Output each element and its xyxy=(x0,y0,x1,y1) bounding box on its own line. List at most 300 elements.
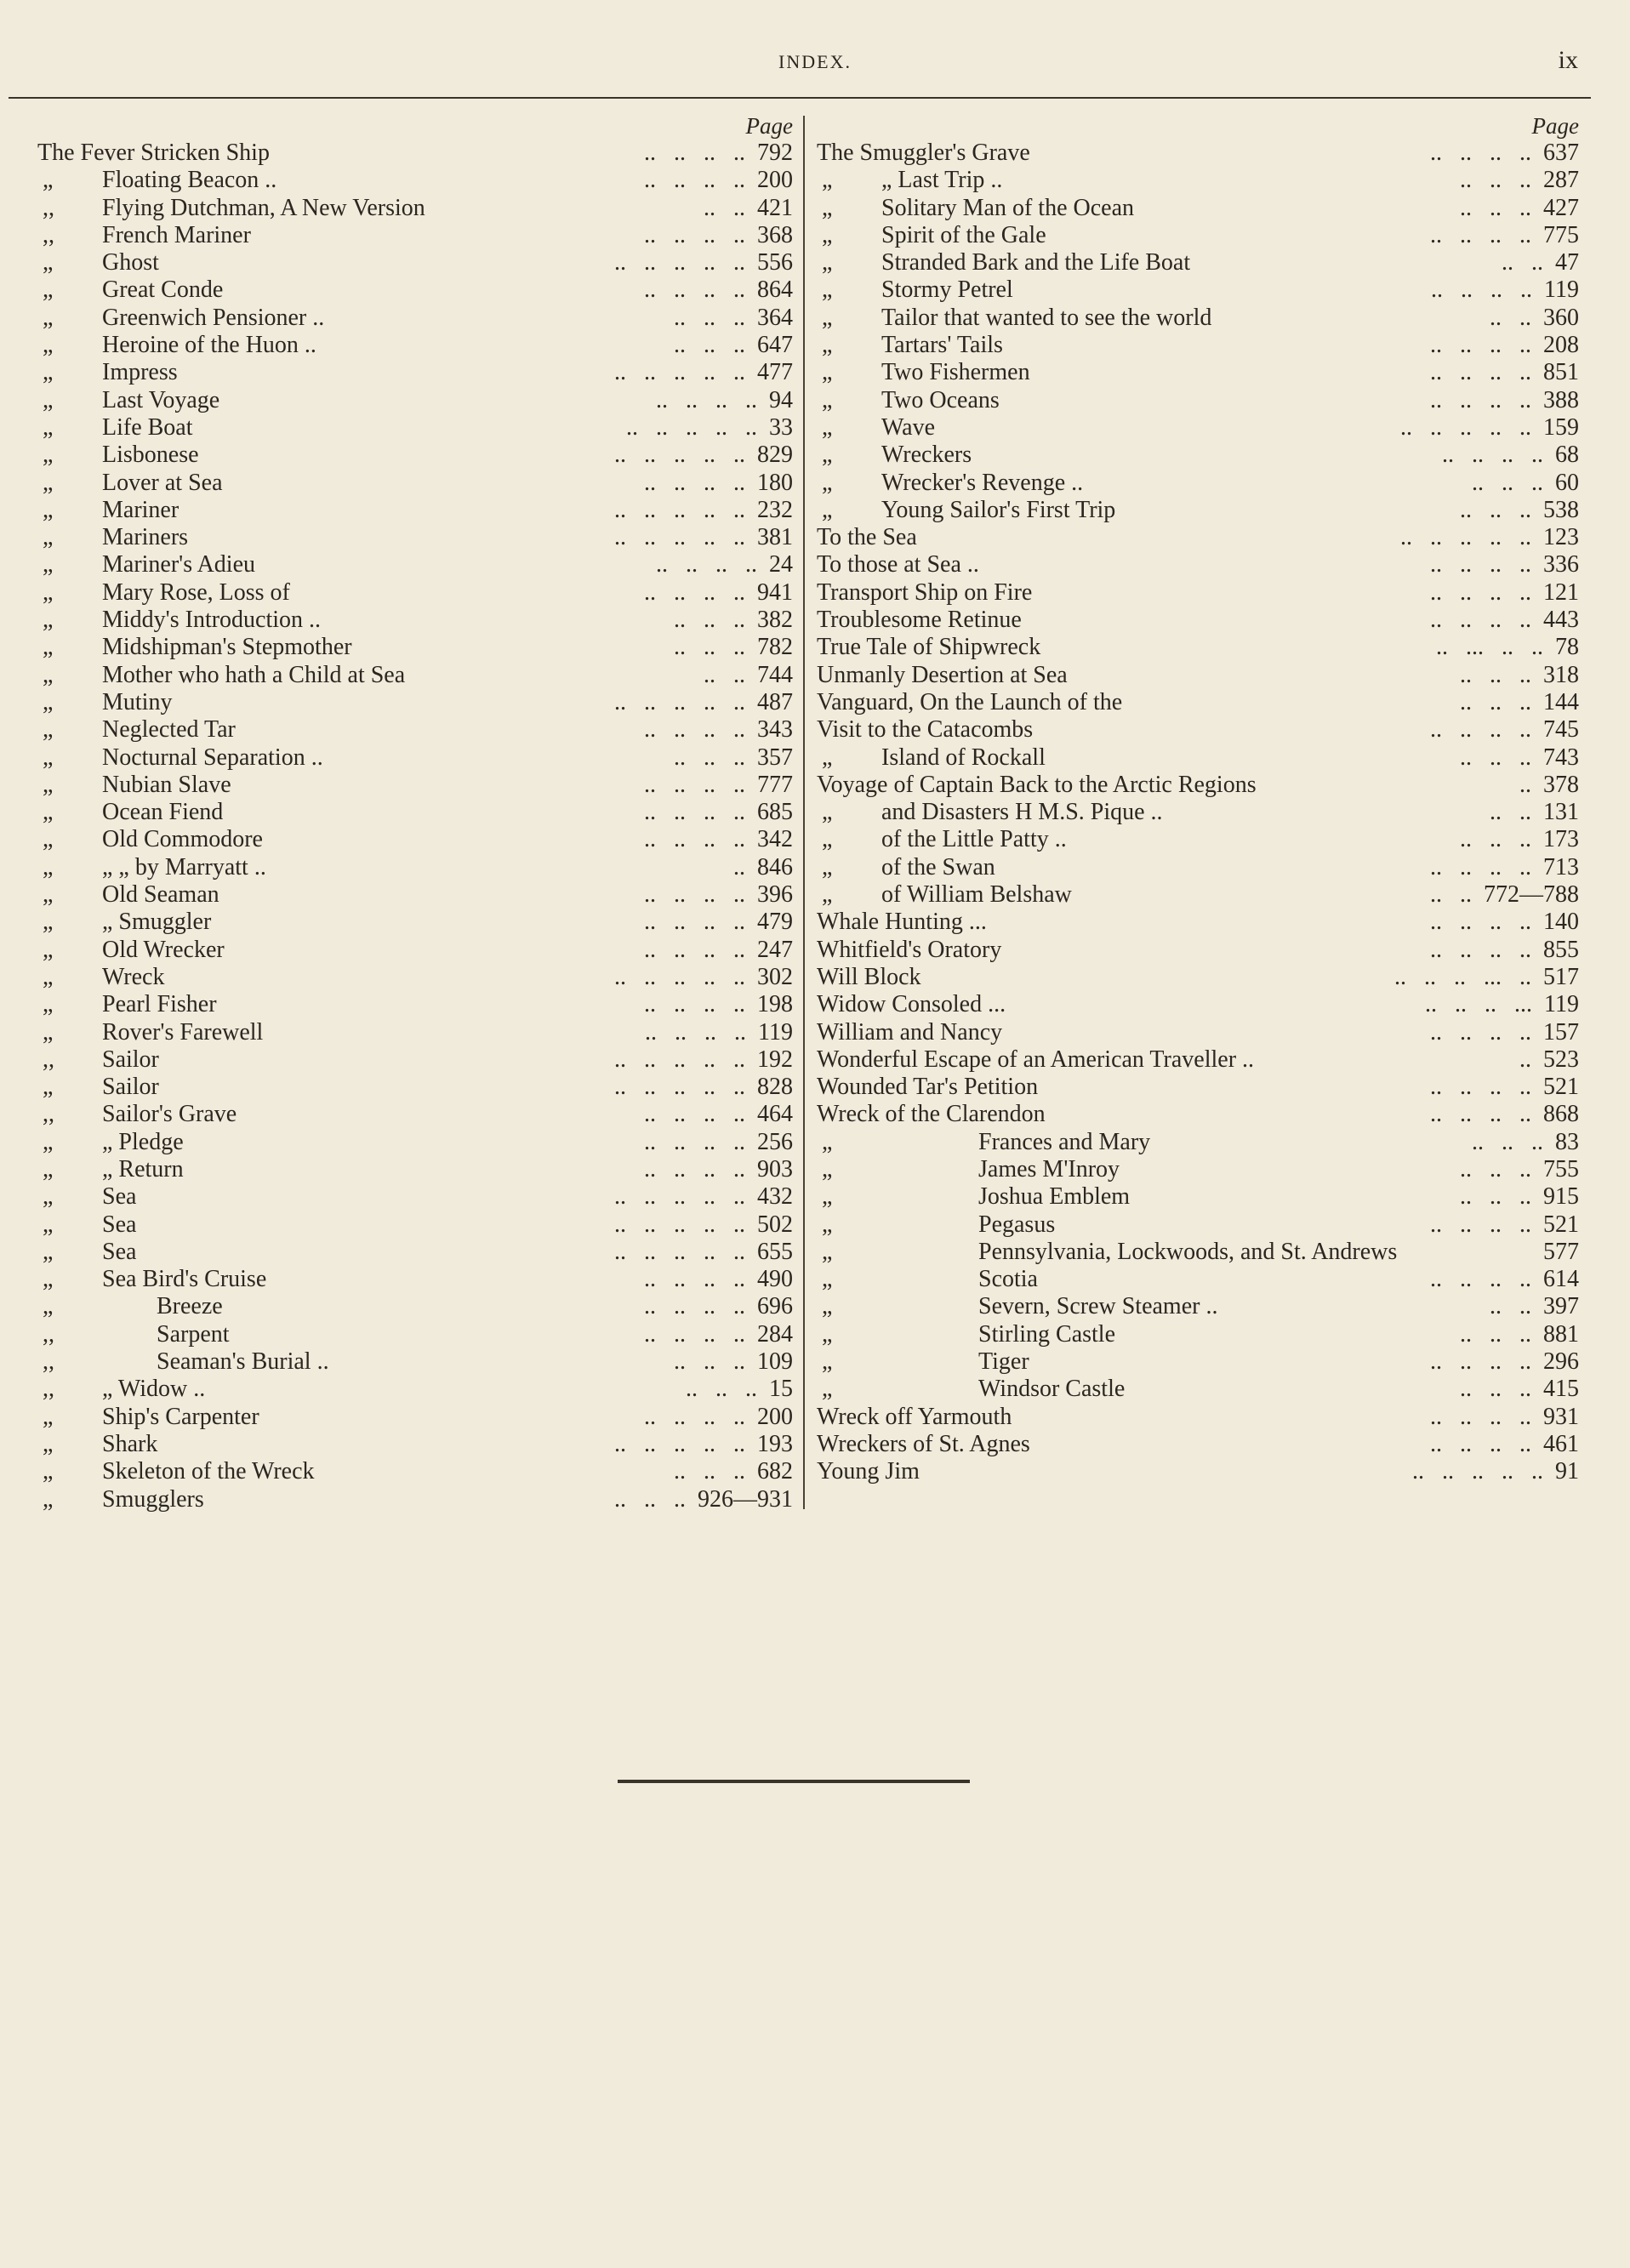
index-entry xyxy=(37,470,793,497)
index-entry xyxy=(817,551,1579,578)
index-entry xyxy=(817,937,1579,964)
leader-dots: .. .. .. .. xyxy=(1430,853,1531,880)
entry-title: Old Commodore xyxy=(102,826,263,853)
leader-dots: .. .. .. xyxy=(674,332,745,359)
index-entry xyxy=(817,276,1579,304)
entry-page-number: 397 xyxy=(1543,1293,1579,1320)
leader-dots: .. .. .. .. .. xyxy=(614,1211,745,1238)
leader-dots: .. .. .. xyxy=(1460,1183,1531,1211)
leader-dots: .. .. .. .. xyxy=(644,1155,745,1182)
entry-title: Breeze xyxy=(157,1293,223,1320)
ditto-mark: ,, xyxy=(43,1348,54,1376)
entry-title: Severn, Screw Steamer .. xyxy=(978,1293,1218,1320)
ditto-mark: ,, xyxy=(43,1046,54,1073)
entry-title: Frances and Mary xyxy=(978,1128,1151,1155)
ditto-mark: „ xyxy=(822,442,833,469)
index-entry xyxy=(817,1376,1579,1403)
index-entry xyxy=(817,662,1579,689)
ditto-mark: „ xyxy=(822,1211,833,1238)
entry-page-number: 47 xyxy=(1555,249,1579,276)
entry-title: William and Nancy xyxy=(817,1018,1003,1046)
entry-title: Middy's Introduction .. xyxy=(102,607,322,634)
ditto-mark: „ xyxy=(822,1293,833,1320)
ditto-mark: „ xyxy=(822,1320,833,1348)
entry-page-number: 343 xyxy=(757,716,793,744)
entry-title: The Smuggler's Grave xyxy=(817,140,1030,166)
index-entry xyxy=(37,799,793,826)
index-list-right xyxy=(817,140,1579,1486)
index-entry xyxy=(817,1074,1579,1101)
index-entry xyxy=(37,964,793,991)
ditto-mark: ,, xyxy=(43,221,54,248)
leader-dots: .. .. .. .. xyxy=(644,1266,745,1293)
entry-page-number: 941 xyxy=(757,578,793,606)
leader-dots: .. .. xyxy=(1430,881,1472,909)
entry-title: Troublesome Retinue xyxy=(817,607,1022,634)
index-entry xyxy=(817,222,1579,249)
entry-title: Sailor's Grave xyxy=(102,1101,237,1128)
entry-page-number: 198 xyxy=(757,991,793,1018)
index-entry xyxy=(37,937,793,964)
leader-dots: .. .. .. .. .. xyxy=(626,413,757,441)
leader-dots: .. .. .. .. xyxy=(1430,359,1531,386)
leader-dots: .. .. .. xyxy=(1460,167,1531,194)
leader-dots: .. .. .. .. xyxy=(1430,1018,1531,1046)
ditto-mark: „ xyxy=(43,1266,54,1293)
entry-title: Solitary Man of the Ocean xyxy=(881,194,1135,221)
entry-title: „ Smuggler xyxy=(102,909,212,936)
ditto-mark: „ xyxy=(43,634,54,661)
ditto-mark: „ xyxy=(43,716,54,744)
index-entry xyxy=(817,854,1579,881)
leader-dots: .. .. .. .. xyxy=(1430,936,1531,963)
index-entry xyxy=(37,1458,793,1485)
entry-page-number: 931 xyxy=(1543,1403,1579,1430)
index-entry xyxy=(817,579,1579,607)
leader-dots: .. .. .. .. xyxy=(1430,1211,1531,1238)
index-entry xyxy=(37,195,793,222)
entry-title: James M'Inroy xyxy=(978,1155,1120,1182)
entry-title: Island of Rockall xyxy=(881,744,1046,771)
index-entry xyxy=(37,387,793,414)
entry-page-number: 637 xyxy=(1543,140,1579,166)
entry-page-number: 415 xyxy=(1543,1376,1579,1403)
entry-page-number: 284 xyxy=(757,1320,793,1348)
entry-page-number: 487 xyxy=(757,688,793,715)
index-entry xyxy=(817,772,1579,799)
entry-page-number: 121 xyxy=(1543,578,1579,606)
entry-page-number: 477 xyxy=(757,359,793,386)
entry-title: Young Jim xyxy=(817,1458,920,1485)
entry-page-number: 140 xyxy=(1543,909,1579,936)
leader-dots: .. .. .. .. xyxy=(644,771,745,798)
entry-page-number: 83 xyxy=(1555,1128,1579,1155)
entry-title: Sarpent xyxy=(157,1320,230,1348)
index-entry xyxy=(817,826,1579,853)
ditto-mark: „ xyxy=(43,661,54,688)
ditto-mark: ,, xyxy=(43,1376,54,1403)
index-entry xyxy=(817,359,1579,386)
entry-title: French Mariner xyxy=(102,221,251,248)
index-entry xyxy=(37,1129,793,1156)
entry-page-number: 829 xyxy=(757,442,793,469)
entry-title: Midshipman's Stepmother xyxy=(102,634,352,661)
entry-title: Ship's Carpenter xyxy=(102,1403,259,1430)
index-entry xyxy=(37,826,793,853)
index-entry xyxy=(37,167,793,194)
entry-title: Stormy Petrel xyxy=(881,276,1013,304)
leader-dots: .. .. .. xyxy=(1460,1155,1531,1182)
entry-title: Wreck xyxy=(102,963,165,990)
entry-title: Wrecker's Revenge .. xyxy=(881,469,1084,496)
entry-title: Wreckers of St. Agnes xyxy=(817,1430,1030,1457)
entry-page-number: 521 xyxy=(1543,1211,1579,1238)
entry-page-number: 200 xyxy=(757,167,793,194)
leader-dots: .. .. .. .. .. xyxy=(614,963,745,990)
index-entry xyxy=(37,140,793,167)
entry-title: Pearl Fisher xyxy=(102,991,217,1018)
entry-page-number: 421 xyxy=(757,194,793,221)
index-entry xyxy=(817,387,1579,414)
entry-page-number: 755 xyxy=(1543,1155,1579,1182)
ditto-mark: „ xyxy=(43,799,54,826)
entry-title: Vanguard, On the Launch of the xyxy=(817,688,1123,715)
leader-dots: .. .. .. .. xyxy=(644,799,745,826)
page-header-title: INDEX. xyxy=(778,51,852,72)
entry-title: Floating Beacon .. xyxy=(102,167,277,194)
leader-dots: .. .. .. .. xyxy=(1430,1266,1531,1293)
entry-title: Tailor that wanted to see the world xyxy=(881,304,1212,331)
leader-dots: .. .. .. ... xyxy=(1425,991,1532,1018)
leader-dots: .. .. .. .. .. xyxy=(614,496,745,523)
leader-dots: .. .. .. .. xyxy=(1430,1430,1531,1457)
ditto-mark: „ xyxy=(822,1128,833,1155)
leader-dots: .. .. .. xyxy=(1460,661,1531,688)
ditto-mark: „ xyxy=(43,1403,54,1430)
index-entry xyxy=(37,991,793,1018)
index-entry xyxy=(37,634,793,661)
index-entry xyxy=(817,1183,1579,1211)
leader-dots: .. .. .. .. .. xyxy=(614,1183,745,1211)
leader-dots: .. .. .. .. .. xyxy=(614,1238,745,1265)
leader-dots: .. .. .. xyxy=(674,1348,745,1376)
index-entry xyxy=(37,1431,793,1458)
entry-title: „ Last Trip .. xyxy=(881,167,1003,194)
index-entry xyxy=(817,1211,1579,1239)
ditto-mark: „ xyxy=(43,963,54,990)
leader-dots: .. .. .. .. xyxy=(644,578,745,606)
entry-title: Wounded Tar's Petition xyxy=(817,1074,1039,1101)
entry-title: Wonderful Escape of an American Traveller .. xyxy=(817,1046,1255,1073)
index-entry xyxy=(37,689,793,716)
index-entry xyxy=(817,1348,1579,1376)
entry-page-number: 782 xyxy=(757,634,793,661)
entry-page-number: 256 xyxy=(757,1128,793,1155)
entry-page-number: 357 xyxy=(757,744,793,771)
entry-page-number: 855 xyxy=(1543,936,1579,963)
index-entry xyxy=(817,1404,1579,1431)
leader-dots: .. .. xyxy=(1490,304,1531,331)
leader-dots: .. .. .. xyxy=(614,1485,686,1513)
entry-page-number: 388 xyxy=(1543,386,1579,413)
leader-dots: .. ... .. .. xyxy=(1436,634,1543,661)
index-entry xyxy=(37,1211,793,1239)
entry-page-number: 15 xyxy=(769,1376,793,1403)
leader-dots: .. .. xyxy=(704,661,745,688)
index-entry xyxy=(817,1293,1579,1320)
entry-title: Life Boat xyxy=(102,413,193,441)
ditto-mark: „ xyxy=(43,1183,54,1211)
ditto-mark: „ xyxy=(43,249,54,276)
entry-page-number: 193 xyxy=(757,1430,793,1457)
ditto-mark: „ xyxy=(43,826,54,853)
index-entry xyxy=(37,744,793,772)
entry-title: Sailor xyxy=(102,1074,159,1101)
leader-dots: .. .. .. xyxy=(1472,469,1543,496)
leader-dots: .. .. .. .. .. xyxy=(614,442,745,469)
entry-page-number: 381 xyxy=(757,524,793,551)
ditto-mark: „ xyxy=(43,1211,54,1238)
ditto-mark: ,, xyxy=(43,1320,54,1348)
leader-dots: .. .. .. .. .. xyxy=(614,1046,745,1073)
entry-page-number: 60 xyxy=(1555,469,1579,496)
ditto-mark: „ xyxy=(43,909,54,936)
index-entry xyxy=(37,276,793,304)
ditto-mark: „ xyxy=(822,853,833,880)
index-entry xyxy=(817,991,1579,1018)
entry-page-number: 846 xyxy=(757,853,793,880)
leader-dots: .. .. .. .. xyxy=(656,551,757,578)
entry-page-number: 378 xyxy=(1543,771,1579,798)
index-entry xyxy=(817,442,1579,469)
leader-dots: .. .. .. .. xyxy=(644,1403,745,1430)
index-entry xyxy=(37,662,793,689)
index-entry xyxy=(37,854,793,881)
ditto-mark: „ xyxy=(822,413,833,441)
leader-dots: .. .. .. .. xyxy=(644,881,745,909)
index-entry xyxy=(817,1266,1579,1293)
leader-dots: .. .. .. xyxy=(686,1376,757,1403)
index-entry xyxy=(37,772,793,799)
ditto-mark: „ xyxy=(43,853,54,880)
ditto-mark: „ xyxy=(43,1293,54,1320)
leader-dots: .. .. .. .. xyxy=(1430,578,1531,606)
index-entry xyxy=(37,1404,793,1431)
entry-page-number: 200 xyxy=(757,1403,793,1430)
entry-page-number: 173 xyxy=(1543,826,1579,853)
index-entry xyxy=(37,305,793,332)
index-entry xyxy=(37,414,793,442)
page-header-number: ix xyxy=(1558,46,1578,74)
entry-page-number: 792 xyxy=(757,140,793,166)
entry-page-number: 461 xyxy=(1543,1430,1579,1457)
index-entry xyxy=(37,1156,793,1183)
ditto-mark: „ xyxy=(822,332,833,359)
entry-page-number: 208 xyxy=(1543,332,1579,359)
index-entry xyxy=(817,1458,1579,1485)
index-entry xyxy=(37,1486,793,1513)
entry-page-number: 159 xyxy=(1543,413,1579,441)
ditto-mark: „ xyxy=(822,826,833,853)
index-entry xyxy=(817,689,1579,716)
index-list-left xyxy=(37,140,793,1513)
entry-page-number: 33 xyxy=(769,413,793,441)
entry-title: Smugglers xyxy=(102,1485,204,1513)
entry-page-number: 614 xyxy=(1543,1266,1579,1293)
entry-title: Heroine of the Huon .. xyxy=(102,332,316,359)
leader-dots: .. .. .. .. .. xyxy=(614,359,745,386)
ditto-mark: „ xyxy=(822,359,833,386)
entry-page-number: 302 xyxy=(757,963,793,990)
index-entry xyxy=(817,881,1579,909)
ditto-mark: „ xyxy=(43,1074,54,1101)
entry-page-number: 119 xyxy=(758,1018,793,1046)
leader-dots: .. .. .. xyxy=(674,304,745,331)
leader-dots: .. .. .. .. xyxy=(1430,551,1531,578)
entry-title: Ocean Fiend xyxy=(102,799,224,826)
leader-dots: .. .. .. .. .. xyxy=(1400,524,1531,551)
leader-dots: .. .. xyxy=(704,194,745,221)
index-entry xyxy=(817,1101,1579,1128)
ditto-mark: „ xyxy=(43,386,54,413)
index-entry xyxy=(817,1239,1579,1266)
entry-title: Sea xyxy=(102,1211,137,1238)
entry-title: of William Belshaw xyxy=(881,881,1072,909)
entry-title: Nocturnal Separation .. xyxy=(102,744,323,771)
ditto-mark: „ xyxy=(43,332,54,359)
ditto-mark: „ xyxy=(822,496,833,523)
ditto-mark: „ xyxy=(43,578,54,606)
entry-title: Visit to the Catacombs xyxy=(817,716,1034,744)
index-entry xyxy=(37,881,793,909)
leader-dots: .. .. .. .. xyxy=(1430,332,1531,359)
index-entry xyxy=(37,1321,793,1348)
leader-dots: .. .. .. .. xyxy=(644,936,745,963)
ditto-mark: „ xyxy=(43,304,54,331)
entry-title: „ Return xyxy=(102,1155,184,1182)
entry-title: Wave xyxy=(881,413,936,441)
index-entry xyxy=(817,799,1579,826)
entry-title: Sea Bird's Cruise xyxy=(102,1266,267,1293)
entry-page-number: 336 xyxy=(1543,551,1579,578)
leader-dots: .. .. .. .. xyxy=(644,1320,745,1348)
ditto-mark: „ xyxy=(43,524,54,551)
index-entry xyxy=(817,964,1579,991)
ditto-mark: „ xyxy=(43,771,54,798)
leader-dots: .. .. .. ... .. xyxy=(1394,963,1531,990)
entry-page-number: 94 xyxy=(769,386,793,413)
entry-title: Mutiny xyxy=(102,688,173,715)
leader-dots: .. .. .. .. xyxy=(644,1101,745,1128)
index-entry xyxy=(37,1183,793,1211)
entry-title: Joshua Emblem xyxy=(978,1183,1131,1211)
entry-title: Rover's Farewell xyxy=(102,1018,264,1046)
ditto-mark: ,, xyxy=(43,194,54,221)
entry-title: Wreckers xyxy=(881,442,972,469)
ditto-mark: „ xyxy=(43,442,54,469)
leader-dots: .. .. .. .. xyxy=(656,386,757,413)
ditto-mark: „ xyxy=(43,1430,54,1457)
entry-page-number: 915 xyxy=(1543,1183,1579,1211)
ditto-mark: „ xyxy=(822,167,833,194)
leader-dots: .. .. .. .. xyxy=(1430,1074,1531,1101)
entry-title: To those at Sea .. xyxy=(817,551,979,578)
entry-title: Pegasus xyxy=(978,1211,1056,1238)
leader-dots: .. .. .. xyxy=(674,634,745,661)
entry-title: Mariners xyxy=(102,524,189,551)
ditto-mark: „ xyxy=(822,249,833,276)
entry-title: Wreck off Yarmouth xyxy=(817,1403,1012,1430)
entry-title: Widow Consoled ... xyxy=(817,991,1006,1018)
entry-page-number: 364 xyxy=(757,304,793,331)
ditto-mark: „ xyxy=(43,469,54,496)
entry-page-number: 745 xyxy=(1543,716,1579,744)
index-entry xyxy=(37,222,793,249)
entry-page-number: 903 xyxy=(757,1155,793,1182)
entry-title: The Fever Stricken Ship xyxy=(37,140,270,166)
entry-page-number: 479 xyxy=(757,909,793,936)
index-entry xyxy=(817,716,1579,744)
index-entry xyxy=(37,607,793,634)
entry-title: Will Block xyxy=(817,963,921,990)
leader-dots: .. .. .. .. .. xyxy=(1400,413,1531,441)
entry-page-number: 123 xyxy=(1543,524,1579,551)
ditto-mark: „ xyxy=(43,551,54,578)
entry-page-number: 743 xyxy=(1543,744,1579,771)
entry-page-number: 318 xyxy=(1543,661,1579,688)
entry-page-number: 232 xyxy=(757,496,793,523)
leader-dots: .. .. .. .. xyxy=(644,1128,745,1155)
index-entry xyxy=(37,716,793,744)
column-divider xyxy=(803,116,805,1509)
ditto-mark: „ xyxy=(822,744,833,771)
ditto-mark: „ xyxy=(822,386,833,413)
index-entry xyxy=(37,579,793,607)
index-entry xyxy=(817,195,1579,222)
entry-page-number: 828 xyxy=(757,1074,793,1101)
ditto-mark: „ xyxy=(822,221,833,248)
leader-dots: .. xyxy=(1519,1046,1531,1073)
index-entry xyxy=(817,634,1579,661)
entry-page-number: 443 xyxy=(1543,607,1579,634)
ditto-mark: „ xyxy=(822,1238,833,1265)
entry-page-number: 144 xyxy=(1543,688,1579,715)
entry-page-number: 427 xyxy=(1543,194,1579,221)
entry-title: Windsor Castle xyxy=(978,1376,1126,1403)
entry-page-number: 926—931 xyxy=(698,1485,793,1513)
entry-title: Flying Dutchman, A New Version xyxy=(102,194,425,221)
entry-page-number: 556 xyxy=(757,249,793,276)
entry-page-number: 296 xyxy=(1543,1348,1579,1376)
index-entry xyxy=(37,249,793,276)
entry-title: Mother who hath a Child at Sea xyxy=(102,661,406,688)
entry-title: of the Swan xyxy=(881,853,995,880)
leader-dots: .. .. .. xyxy=(1460,826,1531,853)
index-entry xyxy=(37,359,793,386)
leader-dots: .. .. .. .. xyxy=(1442,442,1543,469)
entry-page-number: 881 xyxy=(1543,1320,1579,1348)
entry-title: Spirit of the Gale xyxy=(881,221,1046,248)
leader-dots: .. .. .. .. xyxy=(644,909,745,936)
index-entry xyxy=(817,470,1579,497)
entry-title: Last Voyage xyxy=(102,386,220,413)
leader-dots: .. .. .. xyxy=(1460,688,1531,715)
index-entry xyxy=(37,1019,793,1046)
leader-dots: .. .. .. .. xyxy=(644,991,745,1018)
leader-dots: .. .. .. .. xyxy=(645,1018,746,1046)
index-entry xyxy=(817,1321,1579,1348)
entry-title: Stirling Castle xyxy=(978,1320,1115,1348)
